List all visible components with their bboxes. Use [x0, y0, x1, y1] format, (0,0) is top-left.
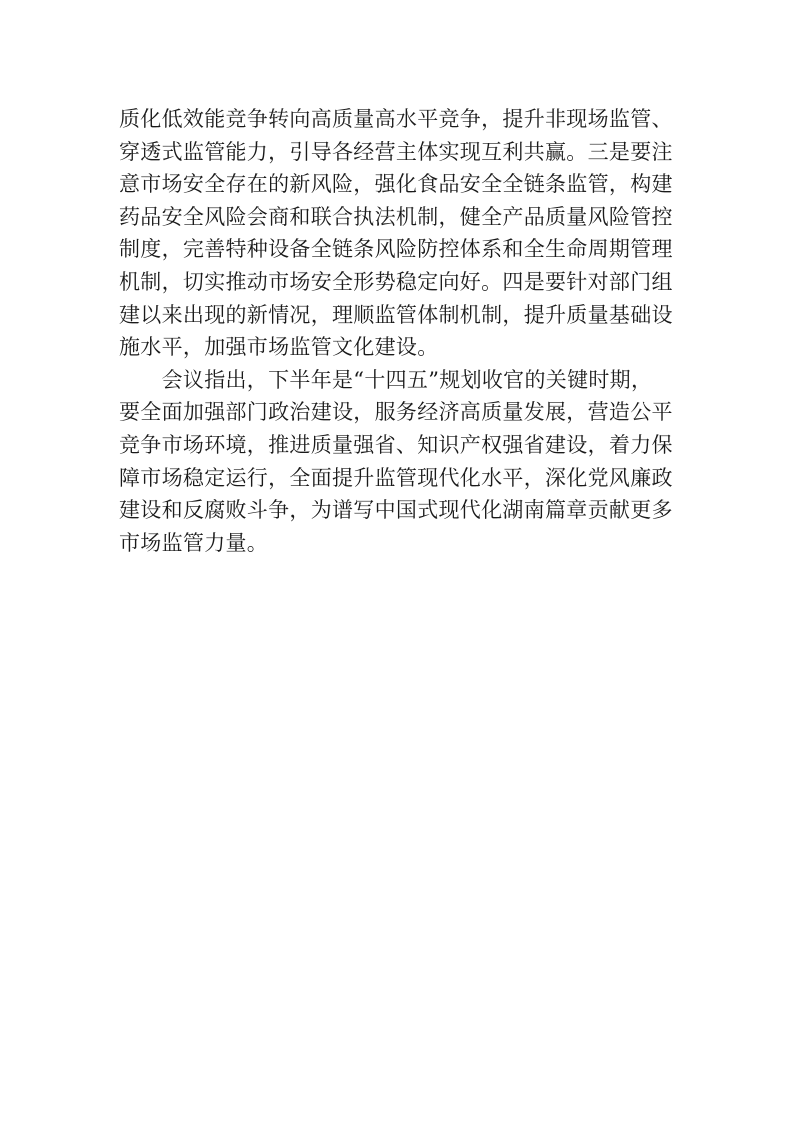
text-line: 会议指出，下半年是“十四五”规划收官的关键时期，	[119, 367, 653, 392]
text-line: 障市场稳定运行，全面提升监管现代化水平，深化党风廉政	[119, 465, 673, 490]
text-line: 穿透式监管能力，引导各经营主体实现互利共赢。三是要注	[119, 139, 673, 164]
text-line: 意市场安全存在的新风险，强化食品安全全链条监管，构建	[119, 172, 673, 197]
text-line: 竞争市场环境，推进质量强省、知识产权强省建设，着力保	[119, 432, 673, 457]
text-line: 机制，切实推动市场安全形势稳定向好。四是要针对部门组	[119, 269, 673, 294]
text-line: 质化低效能竞争转向高质量高水平竞争，提升非现场监管、	[119, 107, 673, 131]
text-line: 建设和反腐败斗争，为谱写中国式现代化湖南篇章贡献更多	[119, 498, 673, 523]
text-line: 药品安全风险会商和联合执法机制，健全产品质量风险管控	[119, 204, 673, 229]
text-line: 制度，完善特种设备全链条风险防控体系和全生命周期管理	[119, 237, 673, 262]
text-line: 市场监管力量。	[119, 530, 269, 555]
paragraph	[119, 364, 699, 560]
document-body	[119, 103, 699, 559]
text-line: 要全面加强部门政治建设，服务经济高质量发展，营造公平	[119, 400, 673, 425]
text-line: 施水平，加强市场监管文化建设。	[119, 335, 439, 360]
text-line: 建以来出现的新情况，理顺监管体制机制，提升质量基础设	[119, 302, 673, 327]
paragraph	[119, 103, 699, 364]
